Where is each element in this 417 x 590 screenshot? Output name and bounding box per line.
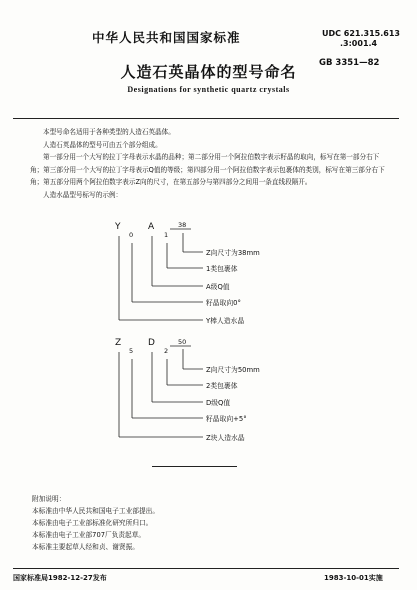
ex1-label-q-grade: A级Q值 bbox=[206, 283, 230, 291]
ex2-variety-letter: Z bbox=[115, 338, 122, 348]
notes-line-1: 本标准由中华人民共和国电子工业部提出。 bbox=[32, 507, 160, 515]
notes-line-2: 本标准由电子工业部标准化研究所归口。 bbox=[32, 519, 153, 527]
notes-line-4: 本标准主要起草人经和贞、谢贤振。 bbox=[32, 543, 139, 551]
ex2-z-size: 50 bbox=[178, 338, 187, 346]
notes-line-3: 本标准由电子工业部707厂负责起草。 bbox=[32, 531, 146, 539]
issue-date: 国家标准局1982-12-27发布 bbox=[13, 574, 107, 582]
ex2-label-orientation: 籽晶取向+5° bbox=[206, 415, 247, 423]
body-paragraph-2: 人造石英晶体的型号可由五个部分组成。 bbox=[43, 140, 162, 149]
document-title-en: Designations for synthetic quartz crystals bbox=[127, 85, 290, 94]
ex2-q-grade-letter: D bbox=[148, 338, 155, 348]
ex2-label-z-size: Z向尺寸为50mm bbox=[206, 366, 260, 374]
bottom-rule bbox=[13, 568, 399, 569]
body-paragraph-3: 第一部分用一个大写的拉丁字母表示水晶的品种；第二部分用一个阿拉伯数字表示籽晶的取向，标写在第一部分右下角；第三部分用一个大写的拉丁字母表示Q值的等级；第四部分用一个阿拉伯数字表示包裹体的类别，标写在第三部分右下角；第五部分用两个阿拉伯数字表示Z向的尺寸，在第五部分与第四部分之间用一条直线段隔开。 bbox=[30, 153, 385, 186]
ex1-label-orientation: 籽晶取向0° bbox=[206, 299, 241, 307]
ex1-variety-letter: Y bbox=[115, 222, 121, 232]
body-paragraph-4: 人造水晶型号标写的示例： bbox=[43, 190, 123, 199]
implementation-date: 1983-10-01实施 bbox=[324, 574, 383, 582]
ex1-label-z-size: Z向尺寸为38mm bbox=[206, 249, 260, 257]
standard-header-title: 中华人民共和国国家标准 bbox=[92, 30, 241, 45]
ex2-label-variety: Z块人造水晶 bbox=[206, 434, 245, 442]
end-rule bbox=[152, 466, 237, 467]
example-1-lines bbox=[119, 229, 203, 320]
ex1-z-size: 38 bbox=[178, 221, 187, 229]
ex1-q-grade-letter: A bbox=[148, 222, 155, 232]
example-2-lines bbox=[119, 346, 203, 437]
ex1-orientation-digit: 0 bbox=[129, 231, 134, 239]
ex2-label-inclusion: 2类包裹体 bbox=[206, 382, 238, 390]
ex1-inclusion-digit: 1 bbox=[164, 231, 169, 239]
body-paragraph-1: 本型号命名适用于各种类型的人造石英晶体。 bbox=[43, 128, 175, 136]
ex1-label-inclusion: 1类包裹体 bbox=[206, 265, 238, 273]
additional-notes bbox=[32, 493, 159, 553]
ex2-inclusion-digit: 2 bbox=[164, 347, 169, 355]
ex2-orientation-digit: 5 bbox=[129, 347, 134, 355]
document-title-cn: 人造石英晶体的型号命名 bbox=[120, 63, 297, 81]
ex1-label-variety: Y棒人造水晶 bbox=[206, 317, 245, 325]
ex2-label-q-grade: D级Q值 bbox=[206, 399, 231, 407]
udc-line-1: UDC 621.315.613 bbox=[322, 29, 400, 38]
udc-line-2: .3:001.4 bbox=[340, 39, 378, 48]
gb-number: GB 3351—82 bbox=[319, 58, 380, 68]
notes-heading: 附加说明： bbox=[32, 495, 66, 503]
